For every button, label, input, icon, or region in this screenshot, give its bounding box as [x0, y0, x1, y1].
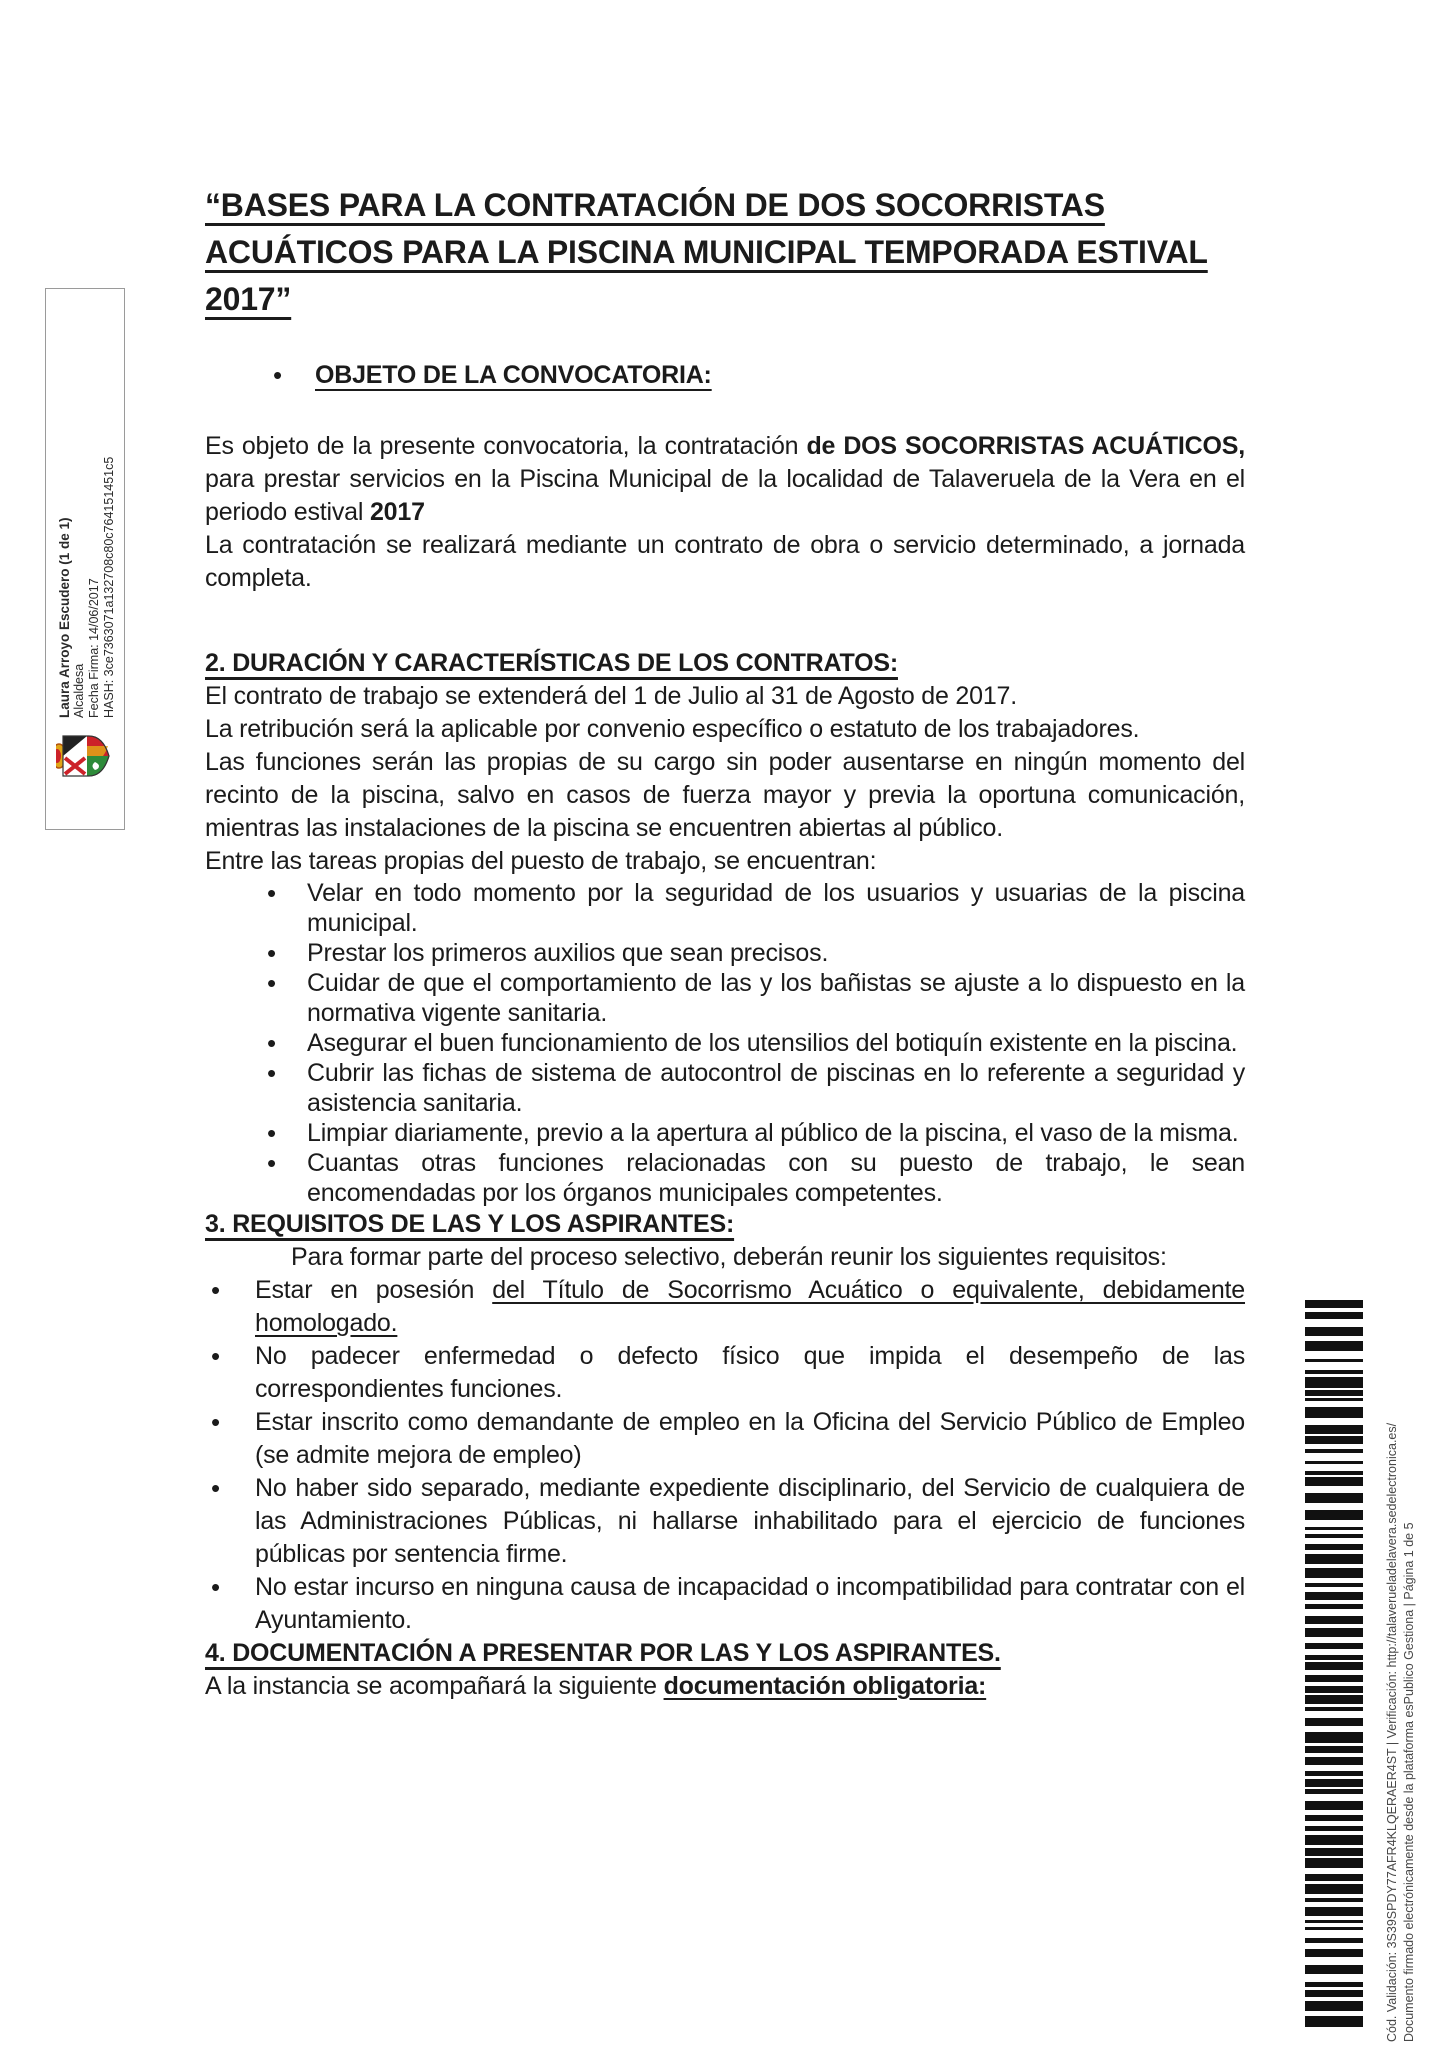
signature-rotated-text: [57, 218, 117, 718]
section1-heading-list: [273, 359, 1245, 392]
section2-paragraph-4: Entre las tareas propias del puesto de trabajo, se encuentran:: [205, 847, 877, 875]
section3-heading: 3. REQUISITOS DE LAS Y LOS ASPIRANTES:: [205, 1210, 735, 1238]
section4-intro-bold-underline: documentación obligatoria:: [663, 1672, 987, 1700]
task-item: • Cuantas otras funciones relacionadas con su puesto de trabajo, le sean encomendadas por los órganos municipales competentes.: [267, 1148, 1245, 1208]
section1-paragraphs: [205, 430, 1245, 595]
signature-date: Fecha Firma: 14/06/2017: [87, 578, 101, 718]
section1-paragraph-1: [205, 430, 1245, 529]
task-item: • Cubrir las fichas de sistema de autocontrol de piscinas en lo referente a seguridad y asistencia sanitaria.: [267, 1058, 1245, 1118]
section1-heading-item: [273, 359, 1245, 392]
section4-intro-text: A la instancia se acompañará la siguiente: [205, 1672, 664, 1700]
requirement-item: • No padecer enfermedad o defecto físico que impida el desempeño de las correspondientes funciones.: [211, 1340, 1245, 1406]
requirement-item: • No estar incurso en ninguna causa de incapacidad o incompatibilidad para contratar con el Ayuntamiento.: [211, 1571, 1245, 1637]
para1-mid-text: para prestar servicios en la Piscina Municipal de la localidad de Talaveruela de la Vera en el periodo estival: [205, 465, 1245, 526]
task-item: • Cuidar de que el comportamiento de las y los bañistas se ajuste a lo dispuesto en la normativa vigente sanitaria.: [267, 968, 1245, 1028]
para1-text: Es objeto de la presente convocatoria, la contratación: [205, 432, 807, 460]
task-item: • Velar en todo momento por la seguridad de los usuarios y usuarias de la piscina municipal.: [267, 878, 1245, 938]
signature-hash: HASH: 3ce7363071a132708c80c764151451c5: [102, 456, 116, 718]
section1-paragraph-2: La contratación se realizará mediante un contrato de obra o servicio determinado, a jornada completa.: [205, 531, 1245, 592]
section4-intro: [205, 1670, 1245, 1703]
signed-document-line: Documento firmado electrónicamente desde la plataforma esPublico Gestiona | Página 1 de 5: [1402, 1522, 1416, 2042]
document-title: “BASES PARA LA CONTRATACIÓN DE DOS SOCORRISTAS ACUÁTICOS PARA LA PISCINA MUNICIPAL TEMPORADA ESTIVAL 2017”: [205, 187, 1208, 317]
para1-year-bold: 2017: [369, 498, 425, 526]
verification-barcode: [1305, 1300, 1363, 2035]
municipal-coat-of-arms-icon: [56, 724, 120, 778]
section2-heading: 2. DURACIÓN Y CARACTERÍSTICAS DE LOS CONTRATOS:: [205, 649, 898, 677]
requirement-underlined-text: del Título de Socorrismo Acuático o equivalente, debidamente homologado.: [255, 1276, 1246, 1337]
section2-tasks-list: [267, 878, 1245, 1208]
section4-heading: 4. DOCUMENTACIÓN A PRESENTAR POR LAS Y LOS ASPIRANTES.: [205, 1639, 1001, 1667]
section1-heading: OBJETO DE LA CONVOCATORIA:: [315, 361, 712, 389]
document-body: [205, 160, 1245, 1703]
task-item: • Asegurar el buen funcionamiento de los utensilios del botiquín existente en la piscina.: [267, 1028, 1245, 1058]
section3-intro: Para formar parte del proceso selectivo, deberán reunir los siguientes requisitos:: [291, 1243, 1167, 1271]
requirement-item: • Estar inscrito como demandante de empleo en la Oficina del Servicio Público de Empleo (se admite mejora de empleo): [211, 1406, 1245, 1472]
task-item: • Prestar los primeros auxilios que sean precisos.: [267, 938, 1245, 968]
signer-role: Alcaldesa: [72, 663, 86, 718]
requirement-text: Estar en posesión: [255, 1276, 493, 1304]
validation-code-line: Cód. Validación: 3S39SPDY77AFR4KLQERAER4ST | Verificación: http://talaverueladelavera.sedelectronica.es/: [1385, 1422, 1399, 2042]
section2-paragraph-1: El contrato de trabajo se extenderá del 1 de Julio al 31 de Agosto de 2017.: [205, 682, 1017, 710]
section2-paragraph-2: La retribución será la aplicable por convenio específico o estatuto de los trabajadores.: [205, 715, 1140, 743]
section3-requirements-list: [211, 1274, 1245, 1637]
verification-rotated-text: [1384, 1157, 1418, 2042]
signer-name: Laura Arroyo Escudero (1 de 1): [57, 517, 72, 718]
section2-paragraph-3: Las funciones serán las propias de su cargo sin poder ausentarse en ningún momento del recinto de la piscina, salvo en casos de fuerza mayor y previa la oportuna comunicación, mientras las instalaciones de la piscina se encuentren abiertas al público.: [205, 748, 1245, 842]
requirement-item: [211, 1274, 1245, 1340]
requirement-item: • No haber sido separado, mediante expediente disciplinario, del Servicio de cualquiera de las Administraciones Públicas, ni hallarse inhabilitado para el ejercicio de funciones públicas por sentencia firme.: [211, 1472, 1245, 1571]
para1-bold-text: de DOS SOCORRISTAS ACUÁTICOS,: [806, 432, 1245, 460]
task-item: • Limpiar diariamente, previo a la apertura al público de la piscina, el vaso de la misma.: [267, 1118, 1245, 1148]
